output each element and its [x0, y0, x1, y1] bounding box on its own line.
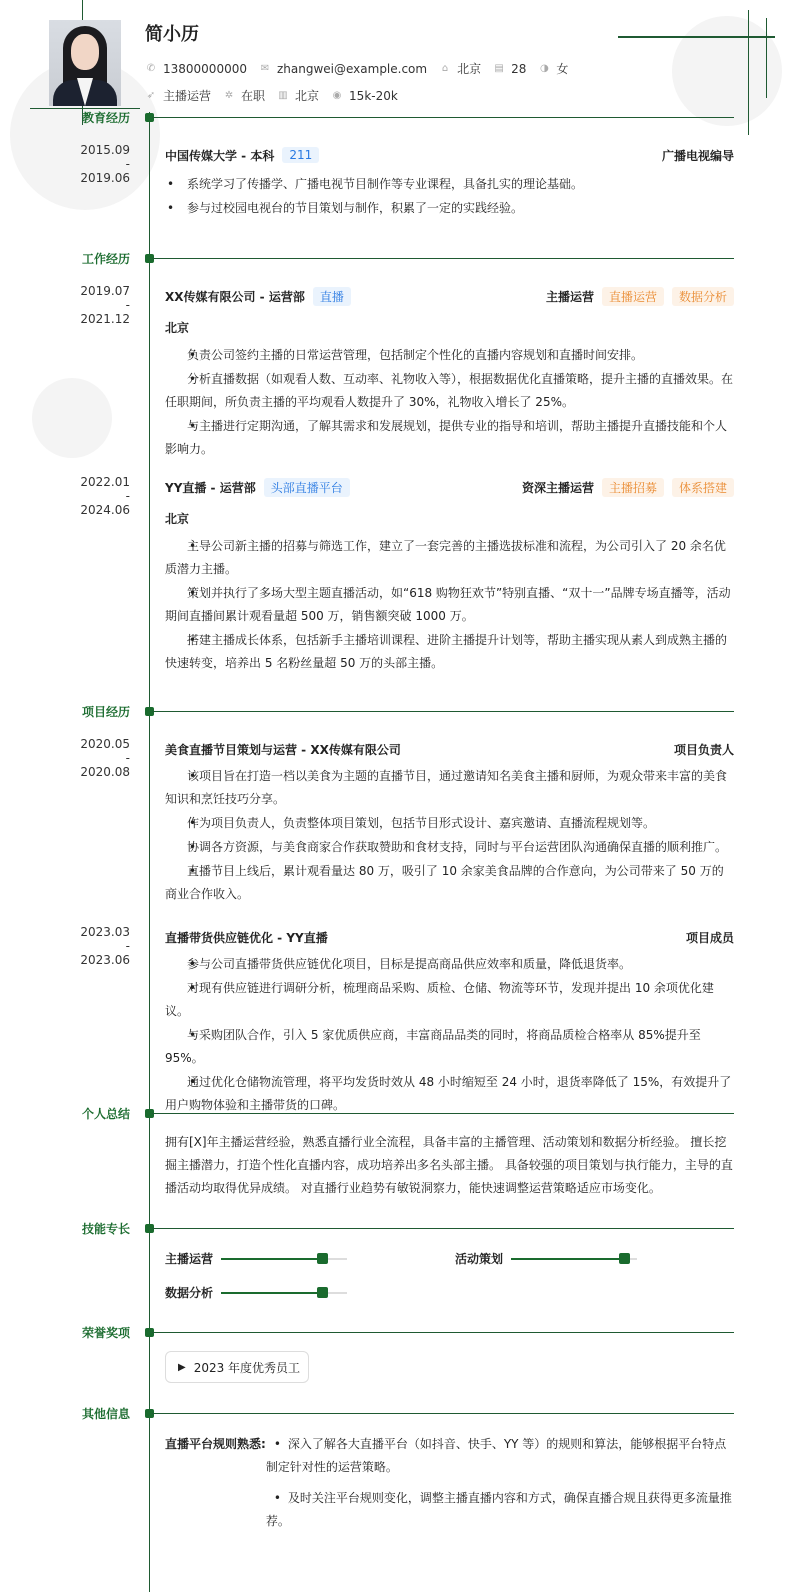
section-title: 荣誉奖项 — [81, 1326, 130, 1340]
job-intent-row — [145, 87, 398, 104]
caret-right-icon: ▶ — [178, 1361, 186, 1373]
work-location: 北京 — [165, 512, 190, 526]
skill-item — [165, 1250, 347, 1267]
tag: 直播运营 — [602, 287, 664, 306]
timeline-line — [149, 112, 150, 1592]
bullet: • 分析直播数据（如观看人数、互动率、礼物收入等），根据数据优化直播策略，提升主播的直播效果。在任职期间，所负责主播的平均观看人数提升了 30%，礼物收入增长了 25%。 — [165, 368, 734, 414]
home-icon: ⌂ — [441, 63, 449, 74]
bullet: • 策划并执行了多场大型主题直播活动，如“618 购物狂欢节”特别直播、“双十一”品牌专场直播等，活动期间直播间累计观看量超 500 万，销售额突破 1000 万。 — [165, 582, 734, 628]
other-label: 直播平台规则熟悉: — [165, 1437, 266, 1451]
gender: 女 — [556, 62, 569, 76]
candidate-name: 简小历 — [145, 24, 199, 45]
bullet: • 协调各方资源，与美食商家合作获取赞助和食材支持，同时与平台运营团队沟通确保直播的顺利推广。 — [165, 836, 734, 859]
divider — [152, 1228, 734, 1229]
section-title: 技能专长 — [81, 1222, 130, 1236]
bullet-list — [165, 344, 734, 462]
major: 广播电视编导 — [661, 148, 734, 163]
skill-name: 活动策划 — [455, 1252, 504, 1266]
status: 在职 — [241, 89, 266, 103]
bullet: • 参与公司直播带货供应链优化项目，目标是提高商品供应效率和质量，降低退货率。 — [165, 953, 734, 976]
decor-circle — [32, 378, 112, 458]
skill-bar — [221, 1292, 347, 1294]
tag: 头部直播平台 — [264, 478, 350, 497]
profile-photo — [49, 20, 121, 106]
decor-line — [766, 18, 767, 98]
skill-knob — [619, 1253, 630, 1264]
section-title: 个人总结 — [81, 1107, 130, 1121]
divider — [152, 258, 734, 259]
city: 北京 — [295, 89, 320, 103]
section-title: 项目经历 — [81, 705, 130, 719]
bullet-list — [165, 765, 734, 907]
age-icon: ▤ — [494, 63, 504, 74]
school: 中国传媒大学 - 本科 — [165, 148, 275, 163]
date-range: 2019.07 - 2021.12 — [80, 284, 130, 326]
building-icon: ▥ — [278, 90, 288, 101]
position: 主播运营 — [163, 89, 212, 103]
bullet-list — [266, 1433, 734, 1541]
bullet: • 与主播进行定期沟通，了解其需求和发展规划，提供专业的指导和培训，帮助主播提升直播技能和个人影响力。 — [165, 415, 734, 461]
location: 北京 — [457, 62, 482, 76]
bullet: • 直播节目上线后，累计观看量达 80 万，吸引了 10 余家美食品牌的合作意向，为公司带来了 50 万的商业合作收入。 — [165, 860, 734, 906]
date-range: 2015.09 - 2019.06 — [80, 143, 130, 185]
divider — [152, 117, 734, 118]
skill-item — [165, 1284, 347, 1301]
send-icon: ➶ — [146, 90, 156, 101]
phone: 13800000000 — [163, 61, 247, 76]
tag: 211 — [282, 147, 319, 163]
skill-name: 数据分析 — [165, 1286, 214, 1300]
decor-line — [618, 36, 775, 38]
bullet: • 该项目旨在打造一档以美食为主题的直播节目，通过邀请知名美食主播和厨师，为观众带来丰富的美食知识和烹饪技巧分享。 — [165, 765, 734, 811]
bullet: • 作为项目负责人，负责整体项目策划，包括节目形式设计、嘉宾邀请、直播流程规划等。 — [165, 812, 734, 835]
role: 主播运营 — [545, 289, 594, 304]
tag: 主播招募 — [602, 478, 664, 497]
award-item[interactable] — [165, 1351, 309, 1383]
bullet-list — [165, 173, 734, 221]
gender-icon: ◑ — [540, 63, 549, 74]
project-role: 项目成员 — [685, 930, 734, 945]
project-name: 美食直播节目策划与运营 - XX传媒有限公司 — [165, 742, 401, 757]
skill-bar — [511, 1258, 637, 1260]
project-name: 直播带货供应链优化 - YY直播 — [165, 930, 328, 945]
bullet-list — [165, 535, 734, 676]
phone-icon: ✆ — [146, 63, 156, 74]
date-range: 2020.05 - 2020.08 — [80, 737, 130, 779]
skill-bar — [221, 1258, 347, 1260]
tag: 直播 — [313, 287, 351, 306]
bullet: • 系统学习了传播学、广播电视节目制作等专业课程，具备扎实的理论基础。 — [165, 173, 734, 196]
mail-icon: ✉ — [260, 63, 270, 74]
date-range: 2022.01 - 2024.06 — [80, 475, 130, 517]
company: XX传媒有限公司 - 运营部 — [165, 289, 305, 304]
award-label: 2023 年度优秀员工 — [193, 1360, 301, 1375]
bullet: • 通过优化仓储物流管理，将平均发货时效从 48 小时缩短至 24 小时，退货率降低了 15%，有效提升了用户购物体验和主播带货的口碑。 — [165, 1071, 734, 1117]
skill-knob — [317, 1253, 328, 1264]
contact-row — [145, 60, 568, 77]
bullet: • 主导公司新主播的招募与筛选工作，建立了一套完善的主播选拔标准和流程，为公司引入了 20 余名优质潜力主播。 — [165, 535, 734, 581]
decor-line — [748, 10, 749, 135]
salary: 15k-20k — [349, 88, 398, 103]
salary-icon: ◉ — [332, 90, 342, 101]
tag: 体系搭建 — [672, 478, 734, 497]
email: zhangwei@example.com — [276, 61, 428, 76]
age: 28 — [511, 61, 527, 76]
status-icon: ✲ — [224, 90, 234, 101]
bullet: • 负责公司签约主播的日常运营管理，包括制定个性化的直播内容规划和直播时间安排。 — [165, 344, 734, 367]
bullet: • 搭建主播成长体系，包括新手主播培训课程、进阶主播提升计划等，帮助主播实现从素人到成熟主播的快速转变，培养出 5 名粉丝量超 50 万的头部主播。 — [165, 629, 734, 675]
bullet: • 及时关注平台规则变化，调整主播直播内容和方式，确保直播合规且获得更多流量推荐。 — [266, 1487, 734, 1533]
skill-item — [455, 1250, 637, 1267]
bullet: • 对现有供应链进行调研分析，梳理商品采购、质检、仓储、物流等环节，发现并提出 10 余项优化建议。 — [165, 977, 734, 1023]
section-title: 教育经历 — [81, 111, 130, 125]
bullet: • 参与过校园电视台的节目策划与制作，积累了一定的实践经验。 — [165, 197, 734, 220]
section-title: 工作经历 — [81, 252, 130, 266]
role: 资深主播运营 — [521, 480, 594, 495]
skill-name: 主播运营 — [165, 1252, 214, 1266]
section-title: 其他信息 — [81, 1407, 130, 1421]
tag: 数据分析 — [672, 287, 734, 306]
project-role: 项目负责人 — [673, 742, 734, 757]
skill-knob — [317, 1287, 328, 1298]
divider — [152, 1332, 734, 1333]
date-range: 2023.03 - 2023.06 — [80, 925, 130, 967]
divider — [152, 711, 734, 712]
divider — [152, 1113, 734, 1114]
other-info — [165, 1433, 734, 1541]
work-location: 北京 — [165, 321, 190, 335]
divider — [152, 1413, 734, 1414]
bullet-list — [165, 953, 734, 1118]
company: YY直播 - 运营部 — [165, 480, 256, 495]
bullet: • 与采购团队合作，引入 5 家优质供应商，丰富商品品类的同时，将商品质检合格率从 85%提升至 95%。 — [165, 1024, 734, 1070]
bullet: • 深入了解各大直播平台（如抖音、快手、YY 等）的规则和算法，能够根据平台特点制定针对性的运营策略。 — [266, 1433, 734, 1479]
summary-text: 拥有[X]年主播运营经验，熟悉直播行业全流程，具备丰富的主播管理、活动策划和数据分析经验。 擅长挖掘主播潜力，打造个性化直播内容，成功培养出多名头部主播。 具备较强的项目策划与执行能力，主导的直播活动均取得优异成绩。 对直播行业趋势有敏锐洞察力，能快速调整运营策略适应市场变化。 — [165, 1135, 733, 1195]
